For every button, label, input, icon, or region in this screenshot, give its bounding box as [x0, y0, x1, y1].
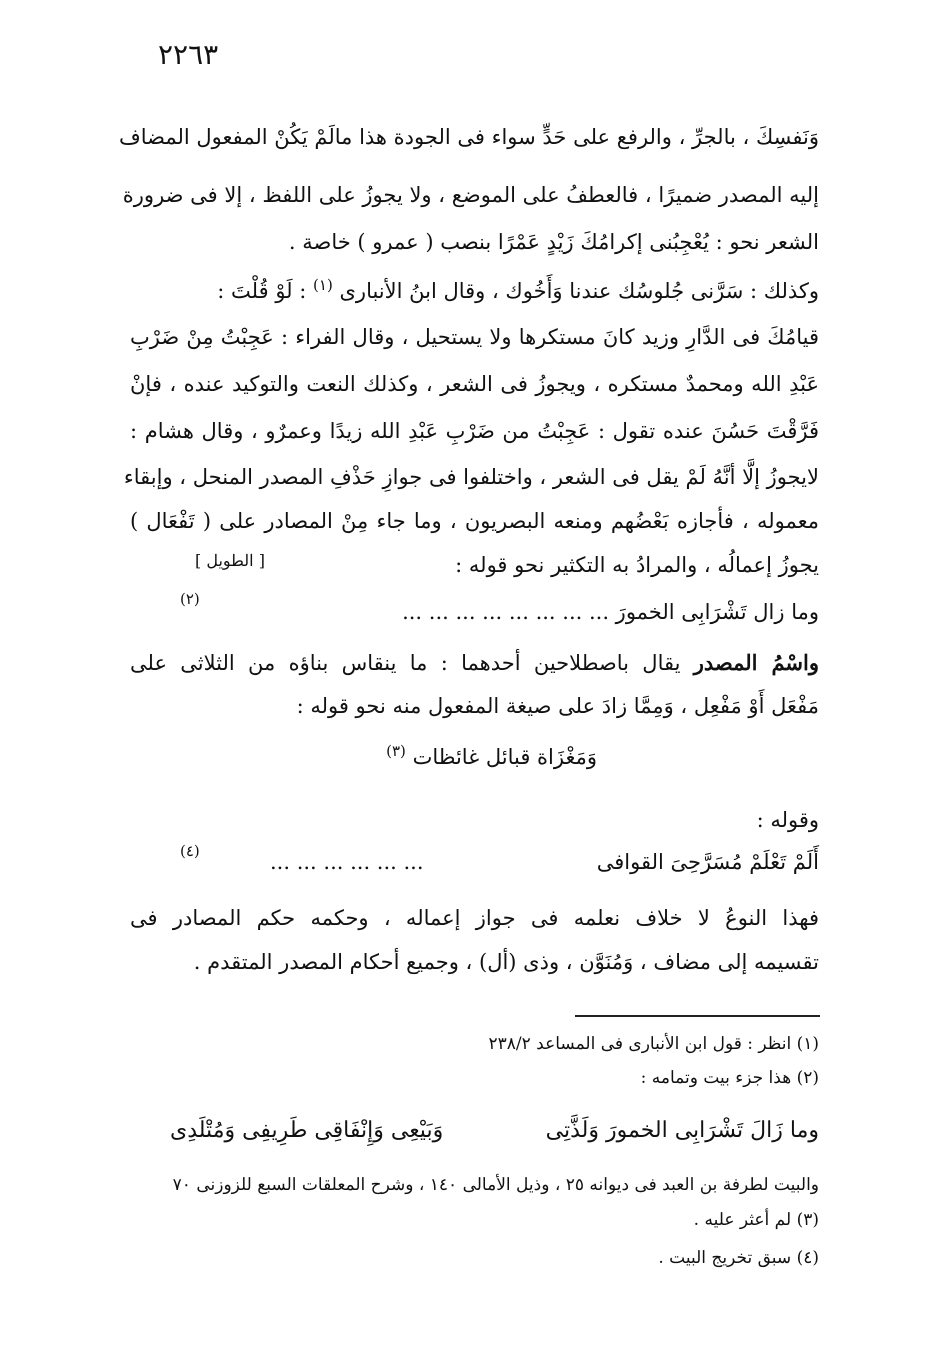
footnote-2: (٢) هذا جزء بيت وتمامه :	[640, 1068, 819, 1088]
body-line-8: لايجوزُ إلَّا أنَّهُ لَمْ يقل فى الشعر ، واختلفوا فى جوازِ حَذْفِ المصدر المنحل ، وإبقاء	[123, 465, 819, 489]
footnote-1: (١) انظر : قول ابن الأنبارى فى المساعد ٢٣٨/٢	[488, 1034, 819, 1054]
footnote-4: (٤) سبق تخريج البيت .	[658, 1248, 819, 1268]
body-line-2: إليه المصدر ضميرًا ، فالعطفُ على الموضع ، ولا يجوزُ على اللفظ ، إلا فى ضرورة	[122, 183, 819, 207]
meter-label: [ الطويل ]	[195, 551, 265, 570]
body-line-7: فَرَّقْتَ حَسُنَ عنده تقول : عَجِبْتُ من ضَرْبِ عَبْدِ الله زيدًا وعمرٌو ، وقال هشام :	[130, 419, 819, 443]
verse-1-text: وما زال تَشْرَابِى الخمورَ ... ... ... ... ... ... ... ...	[402, 600, 819, 624]
verse-3-dots: ... ... ... ... ... ...	[270, 850, 424, 874]
masdar-line-1	[130, 650, 819, 675]
masdar-line-2: مَفْعَل أَوْ مَفْعِل ، وَمِمَّا زادَ على صيغة المفعول منه نحو قوله :	[296, 694, 819, 718]
body-line-1: وَنَفسِكَ ، بالجرِّ ، والرفع على حَدٍّ سواء فى الجودة هذا مالَمْ يَكُنْ المفعول المضاف	[118, 125, 819, 149]
verse-3-first: أَلَمْ تَعْلَمْ مُسَرَّحِىَ القوافى	[596, 850, 819, 874]
footnote-divider	[575, 1015, 820, 1017]
footnote-ref-3: (٣)	[386, 742, 406, 760]
footnote-2-verse-first: وما زَالَ تَشْرَابِى الخمورَ وَلَذَّتِى	[545, 1118, 819, 1143]
body-line-4-text: وكذلك : سَرَّنى جُلوسُك عندنا وَأَخُوك ، وقال ابنُ الأنبارى	[339, 279, 819, 303]
page-number: ٢٢٦٣	[158, 38, 219, 71]
masdar-heading: واسْمُ المصدر	[693, 650, 819, 675]
body-line-4	[135, 276, 819, 303]
footnote-ref-4: (٤)	[180, 842, 200, 860]
footnote-ref-1: (١)	[313, 276, 333, 294]
wa-qawluhu: وقوله :	[756, 808, 819, 832]
closing-line-1: فهذا النوعُ لا خلاف نعلمه فى جواز إعماله ، وحكمه حكم المصادر فى	[130, 906, 819, 930]
body-line-6: عَبْدِ الله ومحمدٌ مستكره ، ويجوزُ فى الشعر ، وكذلك النعت والتوكيد عنده ، فإنْ	[130, 372, 819, 396]
footnote-2-source: والبيت لطرفة بن العبد فى ديوانه ٢٥ ، وذيل الأمالى ١٤٠ ، وشرح المعلقات السبع للزوزنى ٧٠	[172, 1175, 819, 1195]
footnote-ref-2: (٢)	[180, 590, 200, 608]
body-line-10: يجوزُ إعمالُه ، والمرادُ به التكثير نحو قوله :	[455, 553, 819, 577]
footnote-3: (٣) لم أعثر عليه .	[693, 1210, 819, 1230]
body-line-5: قيامُكَ فى الدَّارِ وزيد كانَ مستكرها ولا يستحيل ، وقال الفراء : عَجِبْتُ مِنْ ضَرْبِ	[130, 325, 819, 349]
footnote-2-verse-second: وَبَيْعِى وَإِنْفَاقِى طَرِيفِى وَمُتْلَدِى	[170, 1118, 444, 1143]
verse-2-text: وَمَغْزَاة قبائل غائظات	[412, 745, 597, 769]
verse-2	[386, 742, 597, 769]
body-line-4-tail: : لَوْ قُلْتَ :	[217, 279, 307, 303]
verse-1	[402, 600, 819, 624]
closing-line-2: تقسيمه إلى مضاف ، وَمُنَوَّن ، وذى (أل) ، وجميع أحكام المصدر المتقدم .	[193, 950, 819, 974]
body-line-9: معموله ، فأجازه بَعْضُهم ومنعه البصريون ، وما جاء مِنْ المصادر على ( تَفْعَال )	[130, 509, 819, 533]
body-line-3: الشعر نحو : يُعْجِبُنى إكرامُكَ زَيْدٍ عَمْرًا بنصب ( عمرو ) خاصة .	[288, 230, 819, 254]
masdar-line-1-text: يقال باصطلاحين أحدهما : ما ينقاس بناؤه من الثلاثى على	[130, 651, 681, 675]
